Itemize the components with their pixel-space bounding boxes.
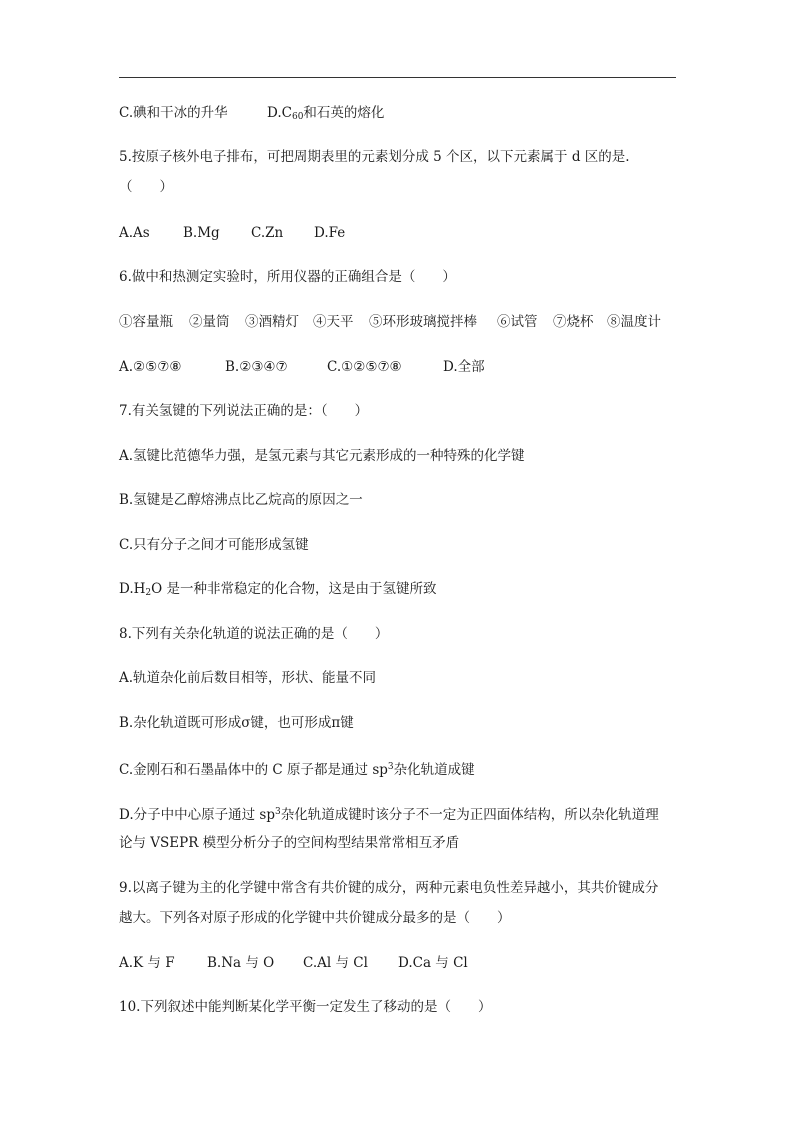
question-7-option-c: C.只有分子之间才可能形成氢键 xyxy=(119,537,309,553)
question-5-stem: 5.按原子核外电子排布，可把周期表里的元素划分成 5 个区，以下元素属于 d 区的是. xyxy=(119,149,630,165)
instrument-item: ②量筒 xyxy=(189,314,230,330)
option-d: D.C60和石英的熔化 xyxy=(267,105,385,122)
question-6-instruments xyxy=(119,313,661,331)
question-9-stem-line1: 9.以离子键为主的化学键中常含有共价键的成分，两种元素电负性差异越小，其共价键成分 xyxy=(119,880,659,896)
question-6-stem: 6.做中和热测定实验时，所用仪器的正确组合是（ ） xyxy=(119,269,456,285)
option-d: D.Ca 与 Cl xyxy=(398,955,468,971)
instrument-item: ④天平 xyxy=(313,314,354,330)
question-8-option-b: B.杂化轨道既可形成σ键，也可形成π键 xyxy=(119,715,354,731)
instrument-item: ③酒精灯 xyxy=(245,314,299,330)
question-5-bracket: （ ） xyxy=(119,179,173,195)
option-a: A.K 与 F xyxy=(119,955,175,971)
instrument-item: ⑥试管 xyxy=(497,314,538,330)
question-8-option-d-line2: 论与 VSEPR 模型分析分子的空间构型结果常常相互矛盾 xyxy=(119,835,460,851)
instrument-item: ⑦烧杯 xyxy=(553,314,594,330)
option-b: B.Na 与 O xyxy=(207,955,275,971)
question-8-stem: 8.下列有关杂化轨道的说法正确的是（ ） xyxy=(119,626,389,642)
question-7-option-b: B.氢键是乙醇熔沸点比乙烷高的原因之一 xyxy=(119,492,363,508)
question-4-options-cd xyxy=(119,104,384,126)
question-7-stem: 7.有关氢键的下列说法正确的是：（ ） xyxy=(119,403,369,419)
instrument-item: ⑤环形玻璃搅拌棒 xyxy=(369,314,477,330)
option-d: D.全部 xyxy=(443,359,485,375)
instrument-item: ①容量瓶 xyxy=(119,314,173,330)
option-c: C.碘和干冰的升华 xyxy=(119,105,228,121)
option-c: C.①②⑤⑦⑧ xyxy=(327,359,402,375)
instrument-item: ⑧温度计 xyxy=(607,314,661,330)
header-rule xyxy=(119,77,676,78)
question-5-options xyxy=(119,224,345,242)
question-7-option-d: $D.H_2O$ 是一种非常稳定的化合物，这是由于氢键所致 xyxy=(119,581,437,598)
option-a: A.②⑤⑦⑧ xyxy=(119,359,182,375)
question-7-option-a: A.氢键比范德华力强，是氢元素与其它元素形成的一种特殊的化学键 xyxy=(119,448,525,464)
question-8-option-c: C.金刚石和石墨晶体中的 C 原子都是通过 $sp^3$杂化轨道成键 xyxy=(119,762,475,778)
question-9-options xyxy=(119,954,468,972)
option-c: C.Zn xyxy=(251,225,284,241)
option-c: C.Al 与 Cl xyxy=(303,955,368,971)
question-8-option-d-line1: D.分子中中心原子通过 $sp^3$杂化轨道成键时该分子不一定为正四面体结构，所以杂化轨道理 xyxy=(119,807,659,823)
option-d: D.Fe xyxy=(314,225,346,241)
option-a: A.As xyxy=(119,225,150,241)
question-8-option-a: A.轨道杂化前后数目相等，形状、能量不同 xyxy=(119,670,377,686)
question-6-options xyxy=(119,358,485,376)
question-10-stem: 10.下列叙述中能判断某化学平衡一定发生了移动的是（ ） xyxy=(119,999,492,1015)
question-9-stem-line2: 越大。下列各对原子形成的化学键中共价键成分最多的是（ ） xyxy=(119,910,511,926)
option-b: B.Mg xyxy=(183,225,220,241)
option-b: B.②③④⑦ xyxy=(225,359,288,375)
